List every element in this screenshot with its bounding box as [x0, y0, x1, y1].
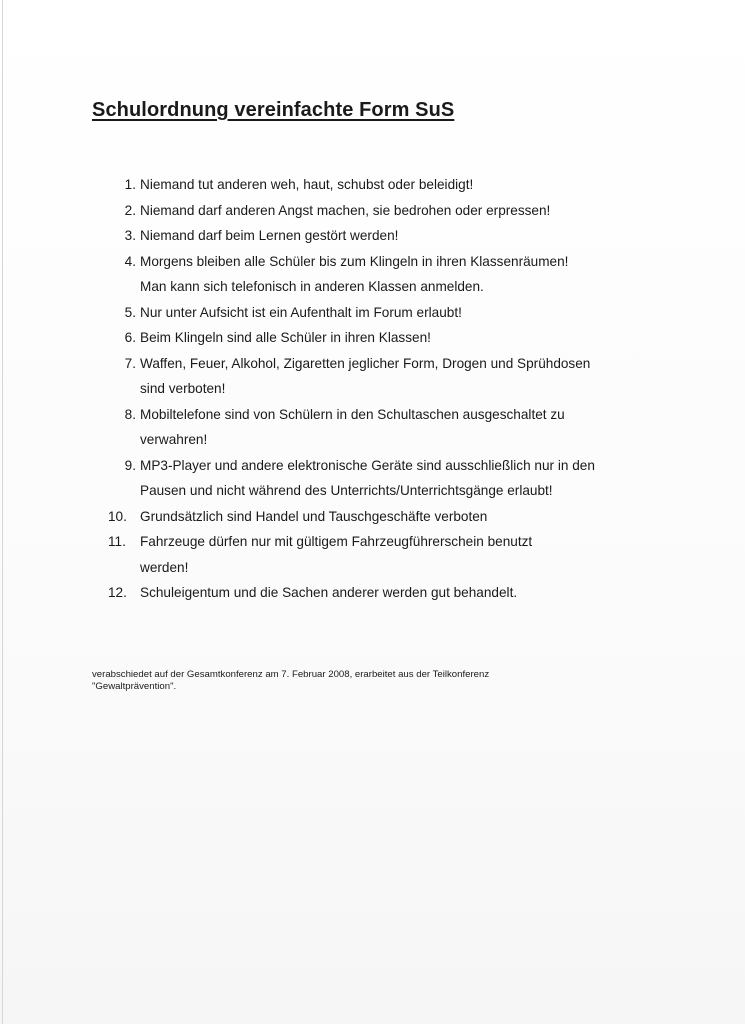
rule-number: 9. — [124, 457, 136, 473]
rule-text-line: Man kann sich telefonisch in anderen Klassen anmelden. — [140, 279, 484, 294]
rule-text — [138, 504, 708, 530]
footer-line: verabschiedet auf der Gesamtkonferenz am 7. Februar 2008, erarbeitet aus der Teilkonferenz — [92, 669, 490, 680]
rule-text — [138, 351, 708, 402]
rule-text-line: MP3-Player und andere elektronische Geräte sind ausschließlich nur in den — [140, 457, 595, 473]
rule-text-line: sind verboten! — [140, 381, 226, 396]
rule-number: 1. — [124, 177, 136, 192]
rule-number: 6. — [124, 330, 136, 345]
rule-text-line: Morgens bleiben alle Schüler bis zum Klingeln in ihren Klassenräumen! — [140, 253, 569, 269]
rule-number: 3. — [124, 228, 136, 243]
rule-item — [108, 504, 708, 530]
rule-item — [108, 529, 708, 580]
rule-text-line: Waffen, Feuer, Alkohol, Zigaretten jeglicher Form, Drogen und Sprühdosen — [140, 355, 591, 371]
rule-text-line: Niemand darf anderen Angst machen, sie bedrohen oder erpressen! — [140, 202, 551, 218]
rule-item — [108, 249, 708, 300]
rule-text — [138, 529, 708, 580]
rule-text — [138, 453, 708, 504]
rule-text — [138, 172, 708, 198]
rule-number: 11. — [108, 534, 126, 549]
rule-number: 7. — [124, 355, 136, 371]
rule-text — [138, 580, 708, 606]
rule-number: 4. — [124, 253, 136, 269]
rule-text-line: Grundsätzlich sind Handel und Tauschgeschäfte verboten — [140, 508, 488, 524]
rules-list — [108, 172, 708, 606]
rule-number: 10. — [108, 508, 127, 524]
rule-text-line: Niemand tut anderen weh, haut, schubst oder beleidigt! — [140, 177, 474, 192]
rule-item — [108, 351, 708, 402]
scan-edge — [2, 0, 3, 1024]
rule-text-line: werden! — [140, 559, 189, 575]
rule-item — [108, 325, 708, 351]
rule-text-line: Pausen und nicht während des Unterrichts/Unterrichtsgänge erlaubt! — [140, 483, 553, 498]
document-title: Schulordnung vereinfachte Form SuS — [92, 99, 455, 121]
rule-number: 2. — [124, 202, 136, 218]
rule-item — [108, 223, 708, 249]
rule-text — [138, 198, 708, 224]
rule-text-line: verwahren! — [140, 432, 208, 447]
rule-text-line: Niemand darf beim Lernen gestört werden! — [140, 228, 399, 243]
rule-number: 12. — [108, 585, 127, 600]
rule-item — [108, 198, 708, 224]
rule-text-line: Beim Klingeln sind alle Schüler in ihren Klassen! — [140, 330, 431, 345]
rule-item — [108, 453, 708, 504]
rule-text — [138, 325, 708, 351]
rule-item — [108, 580, 708, 606]
rule-text — [138, 300, 708, 326]
rule-item — [108, 402, 708, 453]
rule-number: 5. — [124, 304, 136, 320]
rule-text — [138, 249, 708, 300]
rule-text — [138, 223, 708, 249]
rule-text — [138, 402, 708, 453]
rule-text-line: Fahrzeuge dürfen nur mit gültigem Fahrzeugführerschein benutzt — [140, 534, 533, 549]
rule-text-line: Mobiltelefone sind von Schülern in den Schultaschen ausgeschaltet zu — [140, 406, 565, 422]
footer-line: "Gewaltprävention". — [92, 681, 177, 692]
rule-text-line: Nur unter Aufsicht ist ein Aufenthalt im Forum erlaubt! — [140, 304, 462, 320]
rule-item — [108, 300, 708, 326]
rule-item — [108, 172, 708, 198]
rule-number: 8. — [124, 406, 136, 422]
rule-text-line: Schuleigentum und die Sachen anderer werden gut behandelt. — [140, 585, 518, 600]
footer-note — [92, 669, 612, 693]
